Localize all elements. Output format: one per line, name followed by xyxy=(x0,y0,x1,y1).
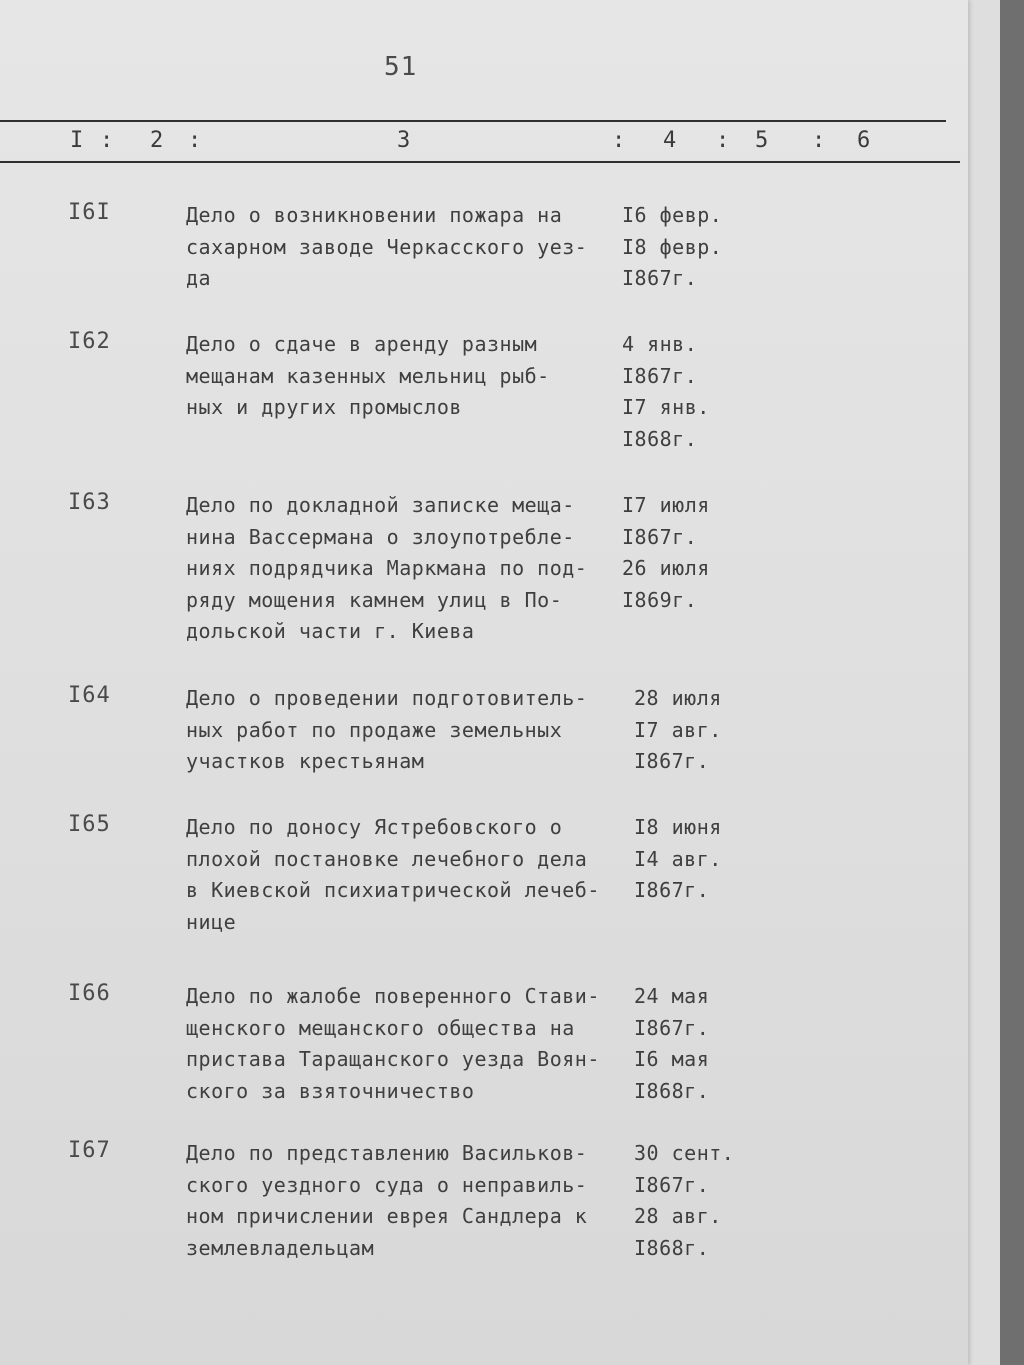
description-line: Дело по жалобе поверенного Стави- xyxy=(186,984,600,1008)
date-line: I868г. xyxy=(634,1235,710,1260)
entry-description xyxy=(186,1138,626,1264)
entry-dates xyxy=(634,981,709,1107)
column-header-3: 3 xyxy=(397,128,411,153)
date-line: I868г. xyxy=(634,1078,710,1103)
date-line: I6 февр. xyxy=(622,203,723,227)
description-line: плохой постановке лечебного дела xyxy=(186,846,588,871)
description-line: Дело о проведении подготовитель- xyxy=(186,686,588,710)
column-separator: : xyxy=(612,128,626,153)
date-line: 30 сент. xyxy=(634,1141,735,1165)
description-line: Дело по представлению Васильков- xyxy=(186,1141,588,1165)
date-line: I7 авг. xyxy=(634,717,722,742)
date-line: I867г. xyxy=(634,1172,710,1197)
description-line: ном причислении еврея Сандлера к xyxy=(186,1204,588,1228)
description-line: щенского мещанского общества на xyxy=(186,1015,575,1040)
date-line: I867г. xyxy=(634,1015,710,1040)
date-line: I7 июля xyxy=(622,493,710,517)
entry-description xyxy=(186,683,626,778)
description-line: Дело о возникновении пожара на xyxy=(186,203,563,227)
column-header-6: 6 xyxy=(857,128,871,153)
entry-number: I63 xyxy=(68,490,111,515)
date-line: 28 июля xyxy=(634,686,722,710)
column-header-5: 5 xyxy=(755,128,769,153)
description-line: ского за взяточничество xyxy=(186,1078,475,1103)
column-header-1: I xyxy=(70,128,84,153)
entry-description xyxy=(186,329,626,424)
date-line: I867г. xyxy=(622,266,698,290)
date-line: 28 авг. xyxy=(634,1204,722,1228)
date-line: 24 мая xyxy=(634,984,710,1008)
entry-number: I64 xyxy=(68,683,111,708)
header-rule-bottom xyxy=(0,161,960,163)
date-line: 4 янв. xyxy=(622,332,698,356)
description-line: да xyxy=(186,266,212,290)
description-line: участков крестьянам xyxy=(186,749,425,773)
column-separator: : xyxy=(716,128,730,153)
column-header-4: 4 xyxy=(663,128,677,153)
date-line: I867г. xyxy=(622,363,698,388)
description-line: ных и других промыслов xyxy=(186,395,462,419)
entry-description xyxy=(186,812,626,938)
description-line: в Киевской психиатрической лечеб- xyxy=(186,878,600,902)
entry-dates xyxy=(634,1138,734,1264)
description-line: ниях подрядчика Маркмана по под- xyxy=(186,556,588,580)
description-line: сахарном заводе Черкасского уез- xyxy=(186,234,588,259)
description-line: мещанам казенных мельниц рыб- xyxy=(186,363,550,388)
date-line: I867г. xyxy=(622,524,698,549)
date-line: I869г. xyxy=(622,587,698,612)
date-line: I8 февр. xyxy=(622,234,723,259)
entry-number: I62 xyxy=(68,329,111,354)
entry-dates xyxy=(634,812,722,907)
column-header-2: 2 xyxy=(150,128,164,153)
column-separator: : xyxy=(812,128,826,153)
date-line: I7 янв. xyxy=(622,395,710,419)
description-line: нице xyxy=(186,909,237,934)
entry-dates xyxy=(622,329,710,455)
entry-number: I65 xyxy=(68,812,111,837)
entry-description xyxy=(186,490,626,648)
description-line: нина Вассермана о злоупотребле- xyxy=(186,524,575,549)
entry-description xyxy=(186,200,626,295)
column-separator: : xyxy=(100,128,114,153)
column-separator: : xyxy=(188,128,202,153)
entry-dates xyxy=(634,683,722,778)
date-line: I6 мая xyxy=(634,1047,710,1071)
entry-number: I67 xyxy=(68,1138,111,1163)
date-line: I867г. xyxy=(634,878,710,902)
entry-dates xyxy=(622,490,710,616)
description-line: Дело по доносу Ястребовского о xyxy=(186,815,563,839)
header-rule-top xyxy=(0,120,946,122)
entry-dates xyxy=(622,200,722,295)
entry-number: I6I xyxy=(68,200,111,225)
date-line: I868г. xyxy=(622,426,698,451)
page-number: 51 xyxy=(384,52,418,82)
description-line: ных работ по продаже земельных xyxy=(186,717,563,742)
entry-number: I66 xyxy=(68,981,111,1006)
date-line: I8 июня xyxy=(634,815,722,839)
description-line: дольской части г. Киева xyxy=(186,619,475,643)
description-line: ского уездного суда о неправиль- xyxy=(186,1172,588,1197)
description-line: Дело о сдаче в аренду разным xyxy=(186,332,538,356)
date-line: 26 июля xyxy=(622,556,710,580)
description-line: Дело по докладной записке меща- xyxy=(186,493,575,517)
date-line: I4 авг. xyxy=(634,846,722,871)
description-line: ряду мощения камнем улиц в По- xyxy=(186,587,563,612)
date-line: I867г. xyxy=(634,749,710,773)
description-line: пристава Таращанского уезда Воян- xyxy=(186,1047,600,1071)
entry-description xyxy=(186,981,626,1107)
description-line: землевладельцам xyxy=(186,1235,375,1260)
